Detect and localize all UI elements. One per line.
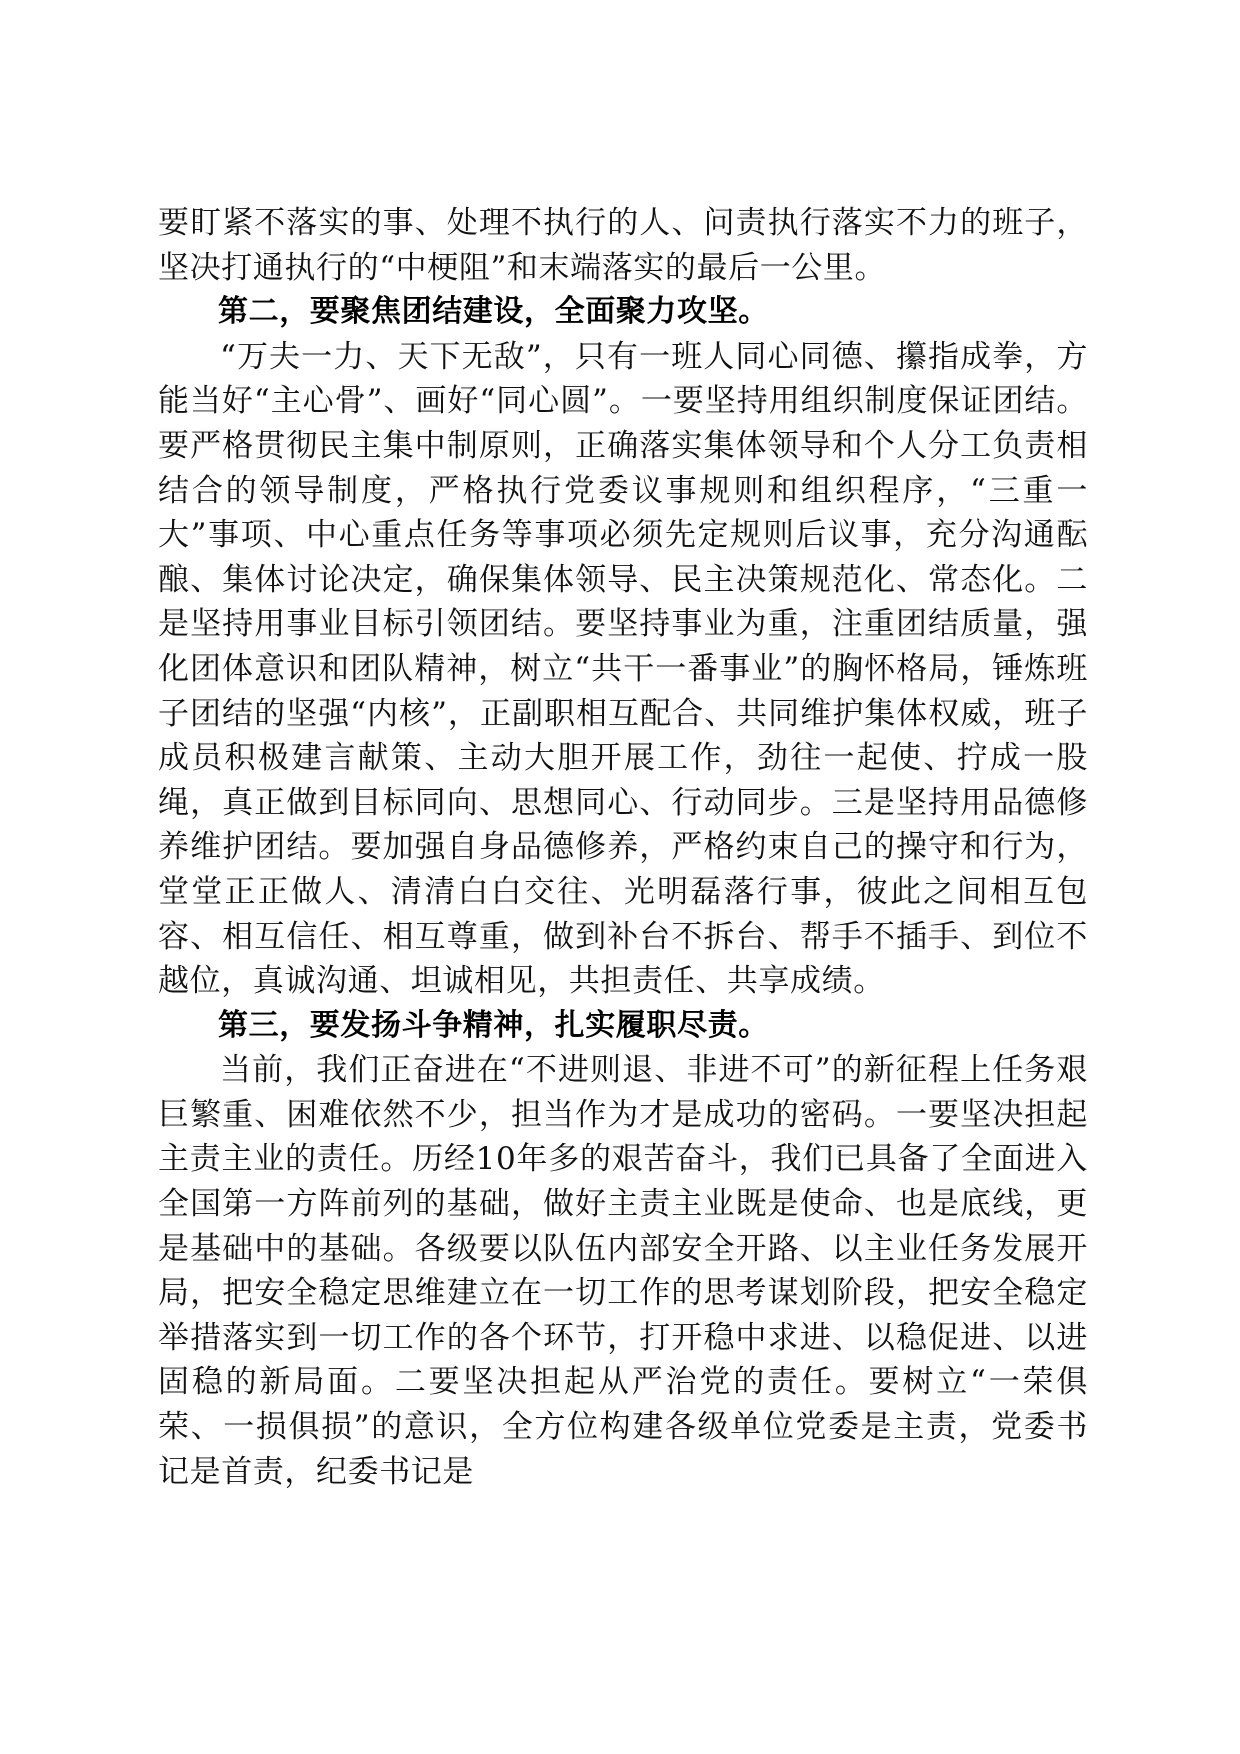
body-paragraph-struggle: 当前，我们正奋进在“不进则退、非进不可”的新征程上任务艰巨繁重、困难依然不少，担当作为才是成功的密码。一要坚决担起主责主业的责任。历经10年多的艰苦奋斗，我们已具备了全面进入全国第一方阵前列的基础，做好主责主业既是使命、也是底线，更是基础中的基础。各级要以队伍内部安全开路、以主业任务发展开局，把安全稳定思维建立在一切工作的思考谋划阶段，把安全稳定举措落实到一切工作的各个环节，打开稳中求进、以稳促进、以进固稳的新局面。二要坚决担起从严治党的责任。要树立“一荣俱荣、一损俱损”的意识，全方位构建各级单位党委是主责，党委书记是首责，纪委书记是	[158, 1052, 1088, 1490]
continuation-paragraph: 要盯紧不落实的事、处理不执行的人、问责执行落实不力的班子，坚决打通执行的“中梗阻”和末端落实的最后一公里。	[158, 205, 1088, 286]
section-heading-second: 第二，要聚焦团结建设，全面聚力攻坚。	[218, 294, 769, 330]
section-heading-third: 第三，要发扬斗争精神，扎实履职尽责。	[218, 1007, 769, 1043]
body-paragraph-unity: “万夫一力、天下无敌”，只有一班人同心同德、攥指成拳，方能当好“主心骨”、画好“同心圆”。一要坚持用组织制度保证团结。要严格贯彻民主集中制原则，正确落实集体领导和个人分工负责相结合的领导制度，严格执行党委议事规则和组织程序，“三重一大”事项、中心重点任务等事项必须先定规则后议事，充分沟通酝酿、集体讨论决定，确保集体领导、民主决策规范化、常态化。二是坚持用事业目标引领团结。要坚持事业为重，注重团结质量，强化团体意识和团队精神，树立“共干一番事业”的胸怀格局，锤炼班子团结的坚强“内核”，正副职相互配合、共同维护集体权威，班子成员积极建言献策、主动大胆开展工作，劲往一起使、拧成一股绳，真正做到目标同向、思想同心、行动同步。三是坚持用品德修养维护团结。要加强自身品德修养，严格约束自己的操守和行为，堂堂正正做人、清清白白交往、光明磊落行事，彼此之间相互包容、相互信任、相互尊重，做到补台不拆台、帮手不插手、到位不越位，真诚沟通、坦诚相见，共担责任、共享成绩。	[158, 338, 1088, 1000]
document-body	[158, 201, 1088, 1494]
